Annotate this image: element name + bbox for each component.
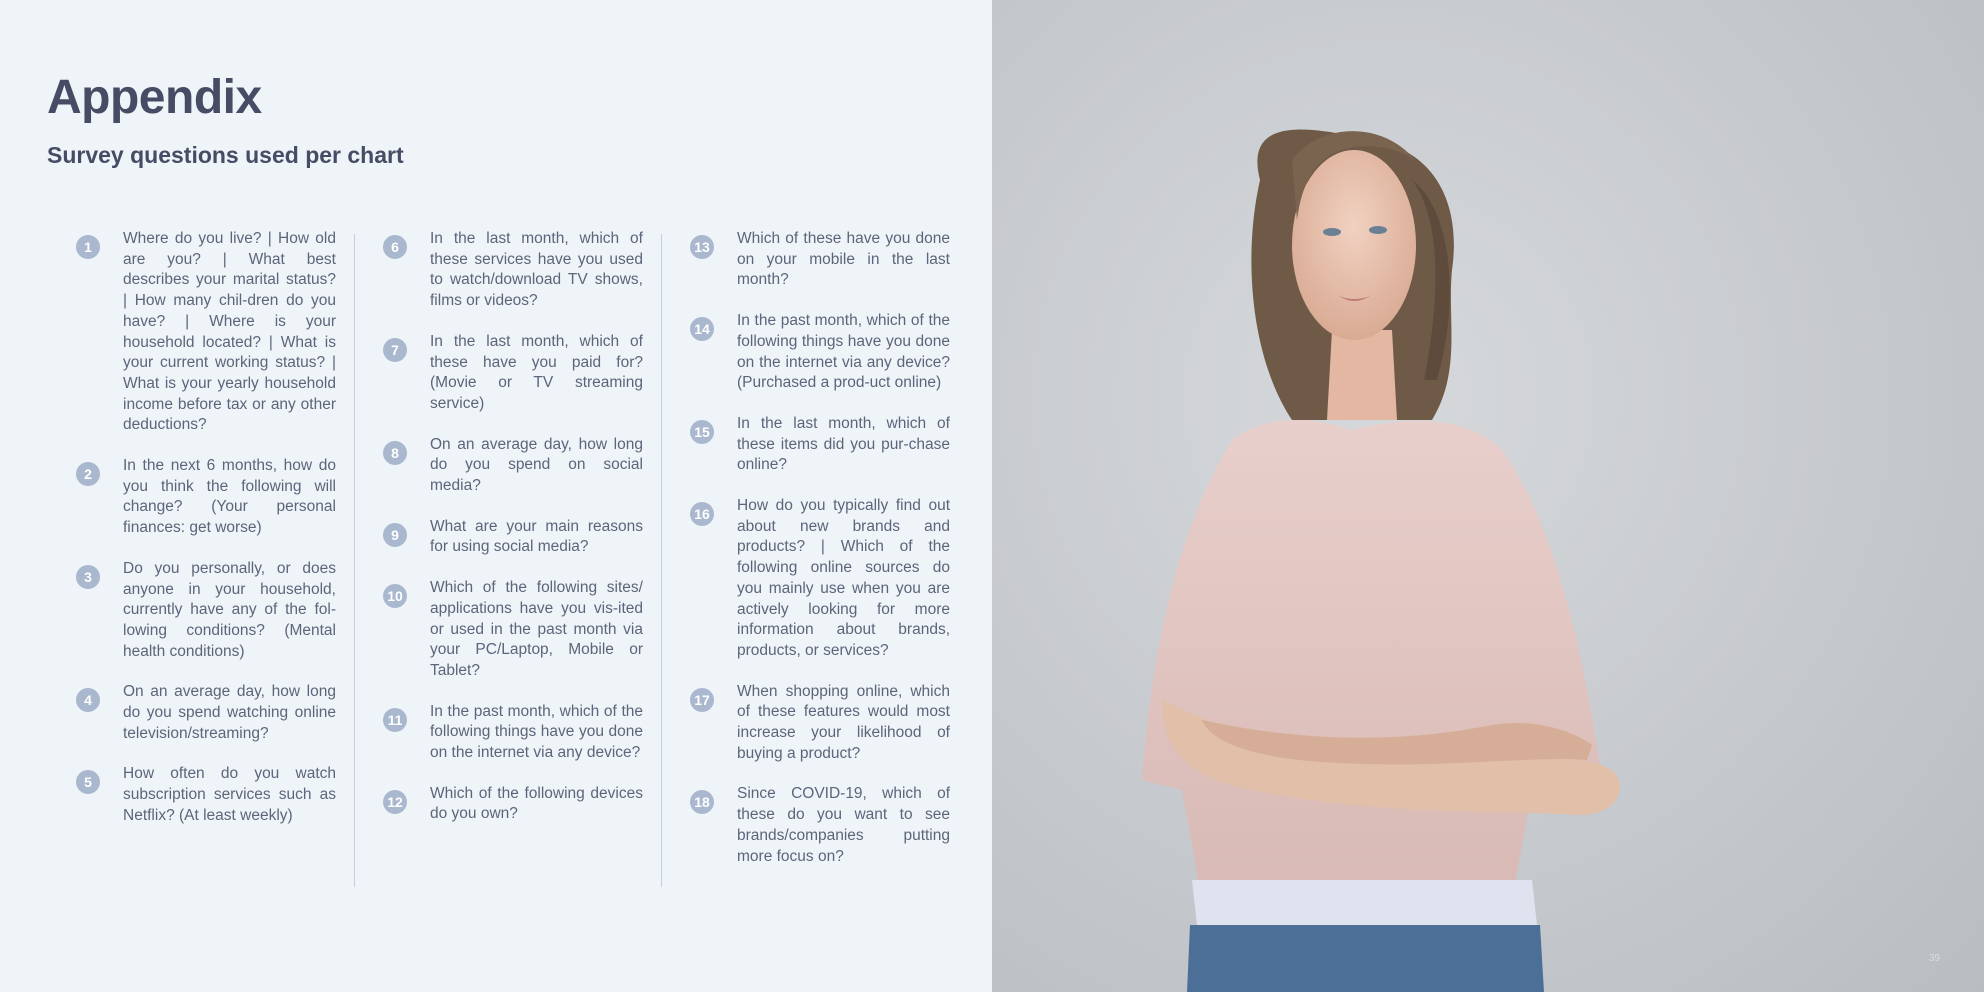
question-number-badge: 9 — [383, 523, 407, 547]
question-text: What are your main reasons for using social media? — [430, 517, 643, 556]
question-text: Do you personally, or does anyone in your household, currently have any of the fol-lowing conditions? (Mental health conditions) — [123, 559, 336, 660]
page-title: Appendix — [47, 71, 262, 124]
question-text: On an average day, how long do you spend watching online television/streaming? — [123, 683, 336, 742]
question-text: Where do you live? | How old are you? | What best describes your marital status? | How many chil-dren do you have? | Where is your household located? | What is your current working status? | What is your yearly household income before tax or any other deductions? — [123, 230, 336, 434]
question-item — [383, 784, 643, 825]
question-text: When shopping online, which of these features would most increase your likelihood of buying a product? — [737, 682, 950, 762]
question-number-badge: 13 — [690, 235, 714, 259]
question-number-badge: 5 — [76, 770, 100, 794]
question-text: In the last month, which of these have you paid for? (Movie or TV streaming service) — [430, 332, 643, 412]
question-number-badge: 15 — [690, 420, 714, 444]
question-item — [76, 559, 336, 663]
page-number: 39 — [1928, 953, 1940, 964]
question-item — [383, 229, 643, 312]
column-divider — [354, 234, 355, 887]
question-number-badge: 17 — [690, 688, 714, 712]
question-text: How often do you watch subscription services such as Netflix? (At least weekly) — [123, 765, 336, 824]
questions-column-1 — [76, 229, 336, 847]
question-text: In the past month, which of the following things have you done on the internet via any device? (Purchased a prod-uct online) — [737, 312, 950, 392]
question-number-badge: 1 — [76, 235, 100, 259]
page-subtitle: Survey questions used per chart — [47, 142, 404, 168]
question-item — [383, 578, 643, 682]
question-item — [383, 332, 643, 415]
photo-woman-icon — [992, 0, 1984, 992]
question-number-badge: 3 — [76, 565, 100, 589]
question-number-badge: 2 — [76, 462, 100, 486]
question-number-badge: 18 — [690, 790, 714, 814]
question-text: How do you typically find out about new brands and products? | Which of the following online sources do you mainly use when you are actively looking for more information about brands, products, or services? — [737, 497, 950, 659]
question-number-badge: 7 — [383, 338, 407, 362]
question-number-badge: 6 — [383, 235, 407, 259]
question-number-badge: 4 — [76, 688, 100, 712]
column-divider — [661, 234, 662, 887]
question-item — [690, 682, 950, 765]
question-text: On an average day, how long do you spend on social media? — [430, 435, 643, 495]
question-item — [383, 702, 643, 764]
question-number-badge: 14 — [690, 317, 714, 341]
question-item — [383, 435, 643, 497]
question-item — [690, 229, 950, 291]
question-number-badge: 16 — [690, 502, 714, 526]
question-text: Which of the following devices do you own? — [430, 784, 643, 823]
questions-column-3 — [690, 229, 950, 887]
question-item — [690, 414, 950, 476]
question-text: Which of these have you done on your mobile in the last month? — [737, 230, 950, 289]
questions-column-2 — [383, 229, 643, 845]
question-number-badge: 12 — [383, 790, 407, 814]
question-text: Since COVID-19, which of these do you want to see brands/companies putting more focus on? — [737, 785, 950, 865]
question-text: In the last month, which of these items did you pur-chase online? — [737, 414, 950, 474]
question-item — [76, 682, 336, 744]
question-item — [383, 517, 643, 558]
question-text: In the last month, which of these services have you used to watch/download TV shows, films or videos? — [430, 230, 643, 310]
question-number-badge: 11 — [383, 708, 407, 732]
question-item — [690, 311, 950, 394]
question-number-badge: 8 — [383, 441, 407, 465]
question-text: Which of the following sites/ applications have you vis-ited or used in the past month via your PC/Laptop, Mobile or Tablet? — [430, 579, 643, 679]
question-item — [690, 496, 950, 662]
question-item — [76, 456, 336, 539]
question-item — [76, 764, 336, 826]
question-item — [690, 784, 950, 867]
question-item — [76, 229, 336, 436]
question-text: In the next 6 months, how do you think the following will change? (Your personal finances: get worse) — [123, 457, 336, 537]
question-text: In the past month, which of the following things have you done on the internet via any device? — [430, 702, 643, 762]
photo-panel — [992, 0, 1984, 992]
question-number-badge: 10 — [383, 584, 407, 608]
